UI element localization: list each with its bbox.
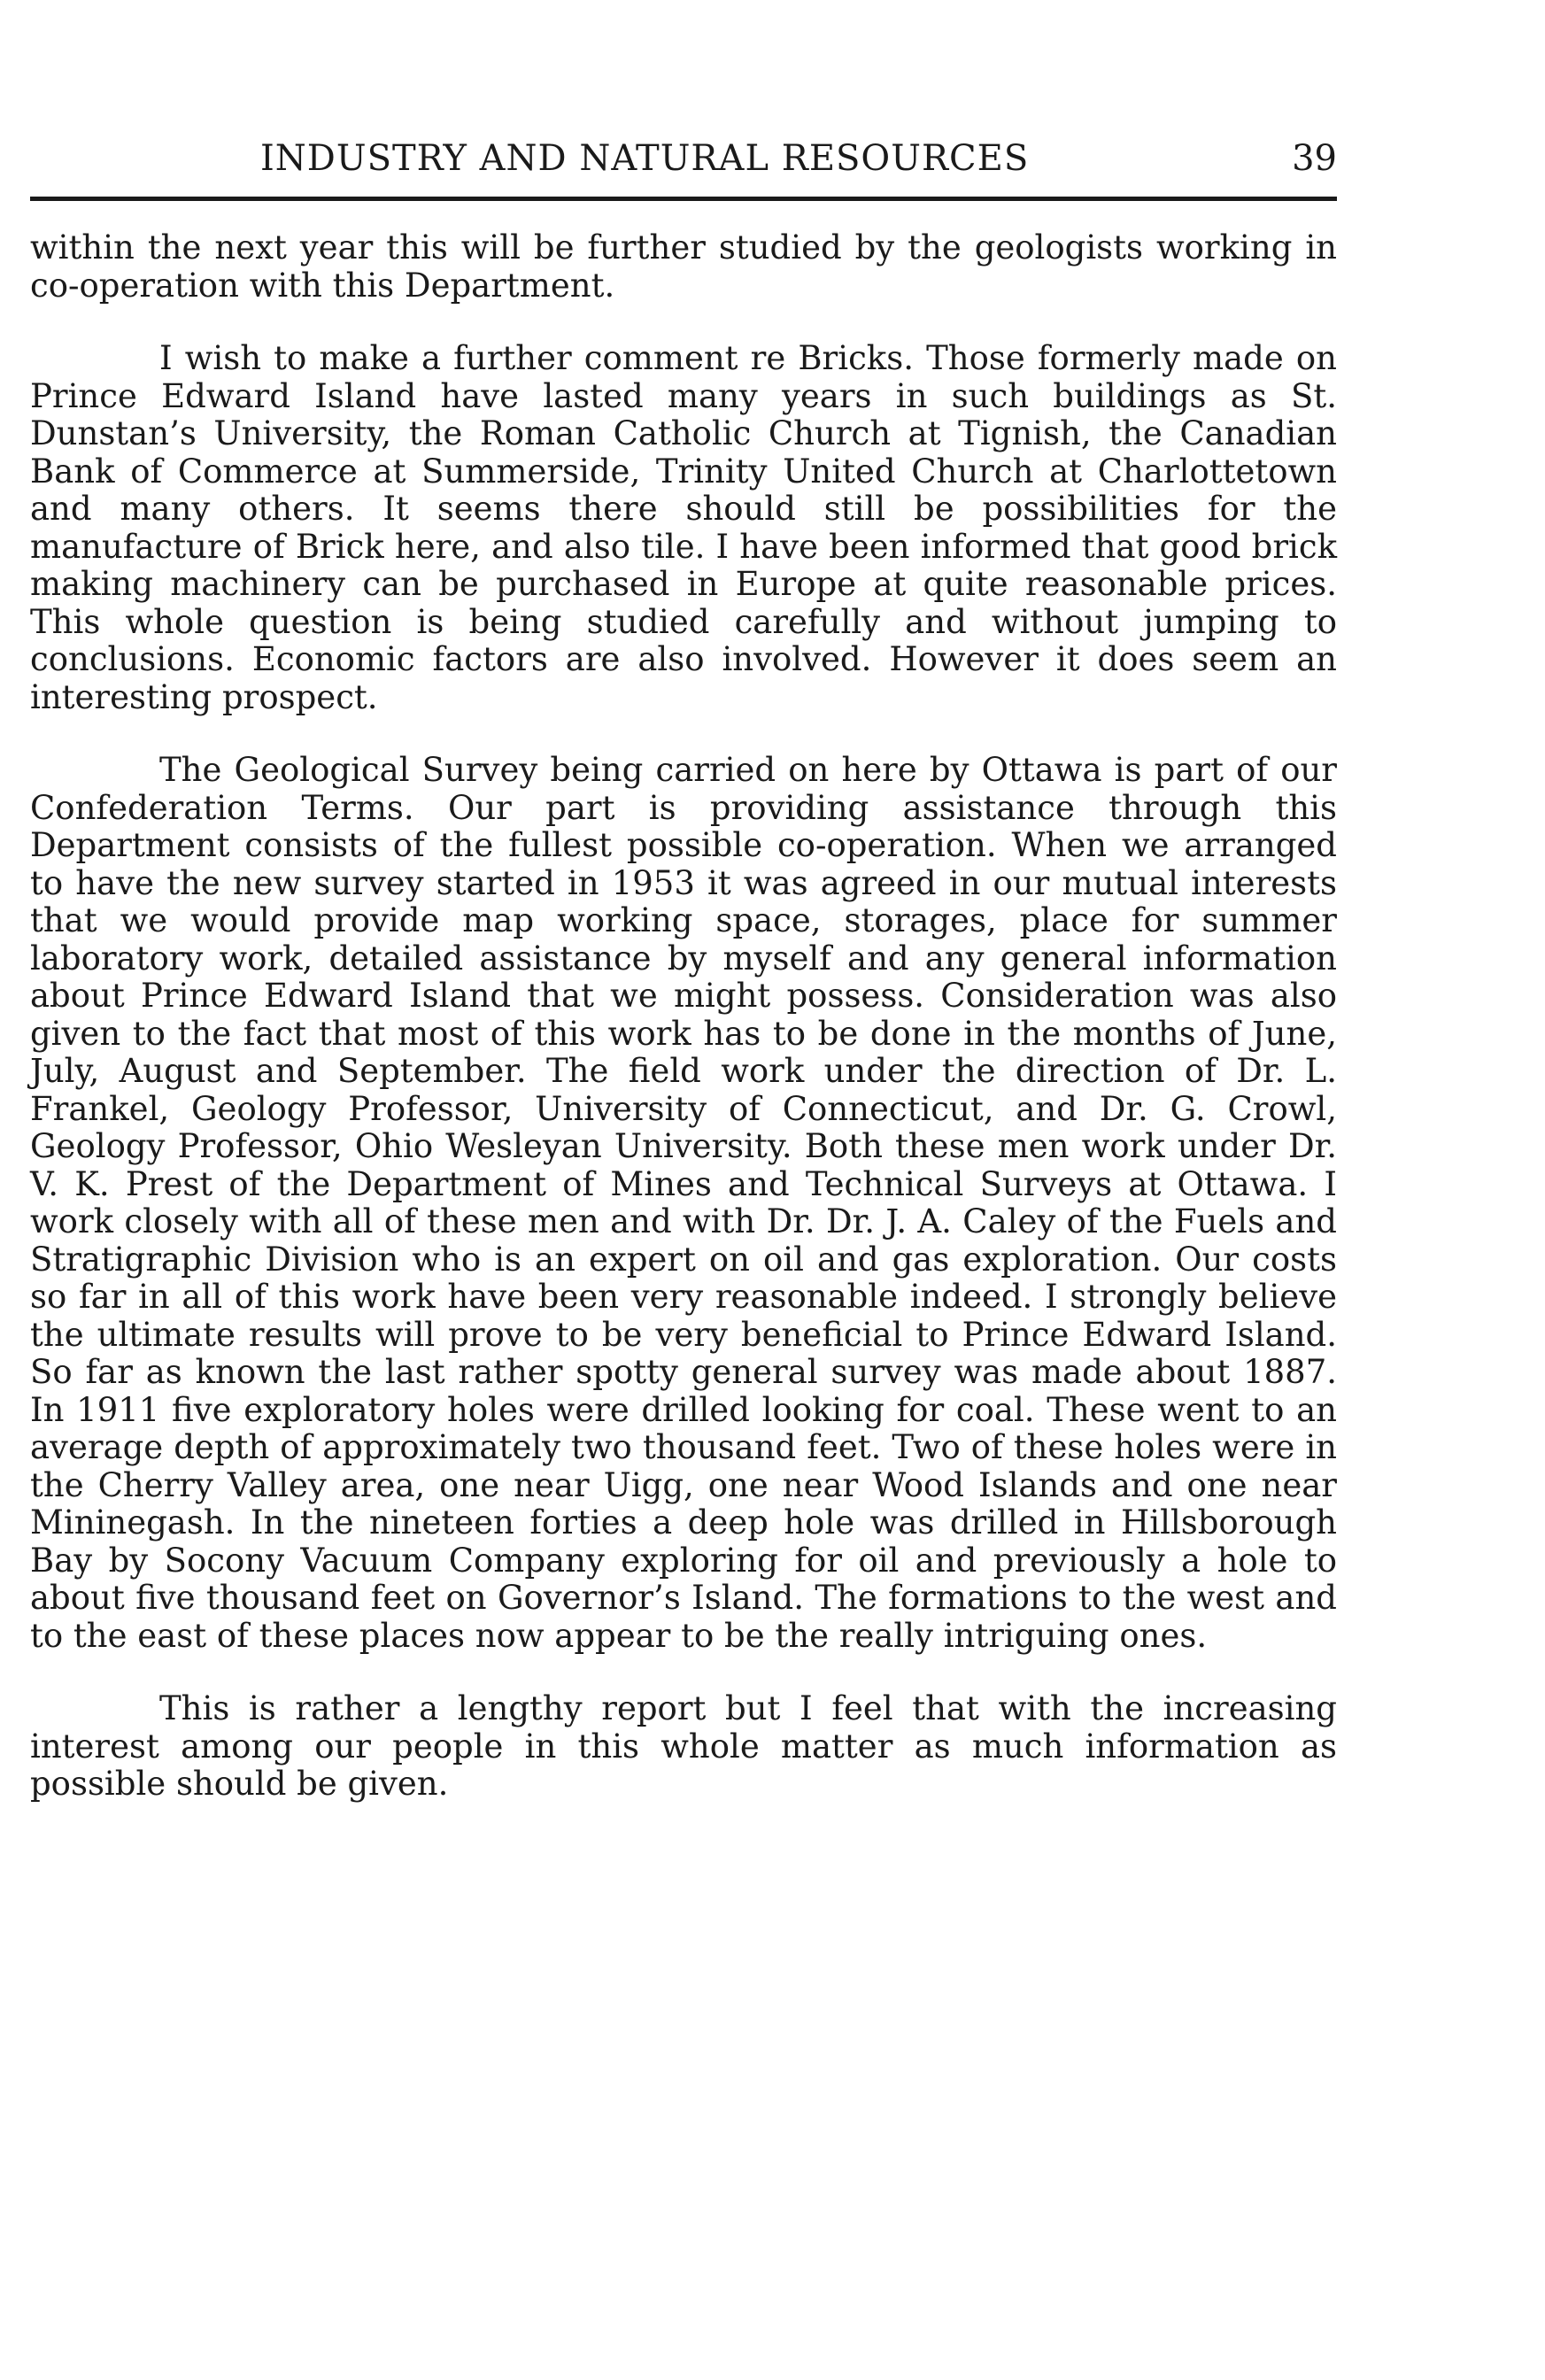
paragraph-bricks: I wish to make a further comment re Bricks. Those formerly made on Prince Edward Island have lasted many years in such buildings as St. Dunstan’s University, the Roman Catholic Church at Tignish, the Canadian Bank of Commerce at Summerside, Trinity United Church at Charlottetown and many others. It seems there should still be possibilities for the manufacture of Brick here, and also tile. I have been informed that good brick making machinery can be purchased in Europe at quite reasonable prices. This whole question is being studied carefully and without jumping to conclusions. Economic factors are also involved. However it does seem an interesting prospect. xyxy=(30,339,1337,716)
paragraph-closing: This is rather a lengthy report but I feel that with the increasing interest among our people in this whole matter as much information as possible should be given. xyxy=(30,1689,1337,1803)
paragraph-continuation: within the next year this will be further studied by the geologists working in co-operation with this Department. xyxy=(30,228,1337,305)
running-header xyxy=(30,133,1337,201)
page-number: 39 xyxy=(1292,138,1337,179)
paragraph-geological-survey: The Geological Survey being carried on here by Ottawa is part of our Confederation Terms. Our part is providing assistance through this Department consists of the fullest possible co-operation. When we arranged to have the new survey started in 1953 it was agreed in our mutual interests that we would provide map working space, storages, place for summer laboratory work, detailed assistance by myself and any general information about Prince Edward Island that we might possess. Consideration was also given to the fact that most of this work has to be done in the months of June, July, August and September. The field work under the direction of Dr. L. Frankel, Geology Professor, University of Connecticut, and Dr. G. Crowl, Geology Professor, Ohio Wesleyan University. Both these men work under Dr. V. K. Prest of the Department of Mines and Technical Surveys at Ottawa. I work closely with all of these men and with Dr. Dr. J. A. Caley of the Fuels and Stratigraphic Division who is an expert on oil and gas exploration. Our costs so far in all of this work have been very reasonable indeed. I strongly believe the ultimate results will prove to be very beneficial to Prince Edward Island. So far as known the last rather spotty general survey was made about 1887. In 1911 five exploratory holes were drilled looking for coal. These went to an average depth of approximately two thousand feet. Two of these holes were in the Cherry Valley area, one near Uigg, one near Wood Islands and one near Mininegash. In the nineteen forties a deep hole was drilled in Hillsborough Bay by Socony Vacuum Company exploring for oil and previously a hole to about five thousand feet on Governor’s Island. The formations to the west and to the east of these places now appear to be the really intriguing ones. xyxy=(30,751,1337,1655)
body-text xyxy=(30,229,1337,1804)
document-page xyxy=(30,133,1337,1839)
running-title: INDUSTRY AND NATURAL RESOURCES xyxy=(260,138,1030,179)
